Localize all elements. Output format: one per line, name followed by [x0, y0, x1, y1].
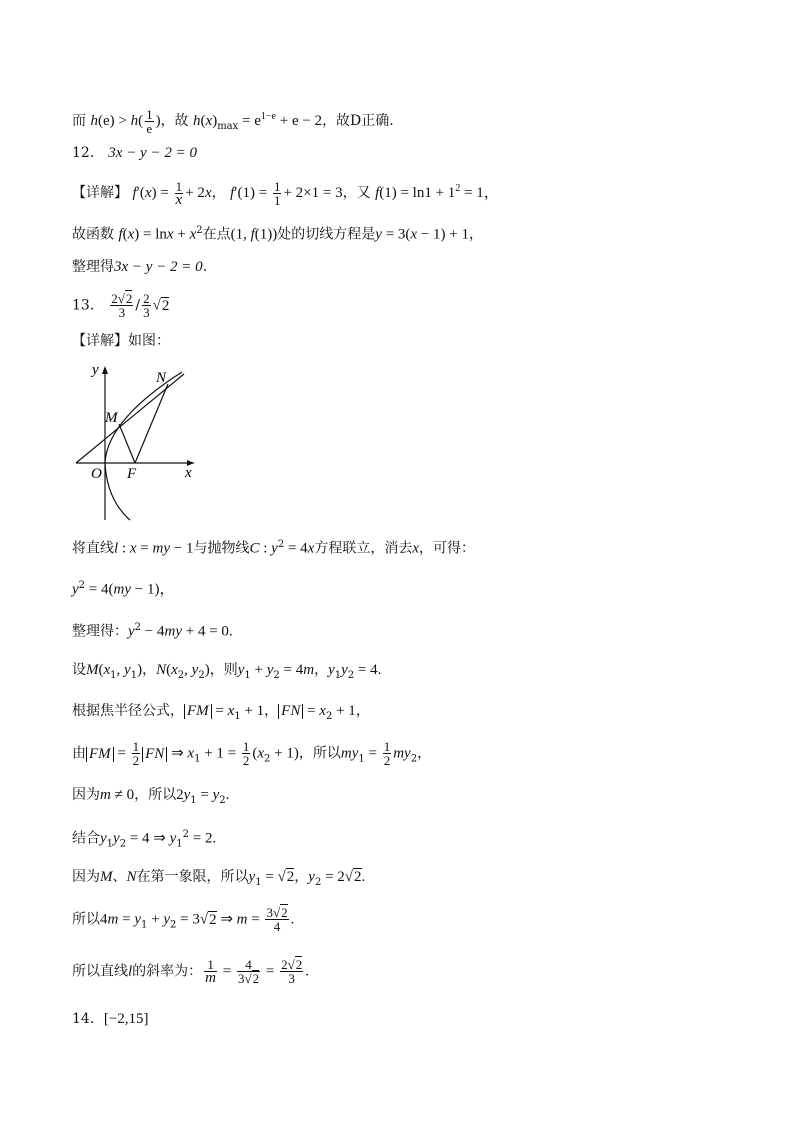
text: ，所以	[134, 787, 177, 803]
text: 所以直线	[72, 963, 128, 980]
text: /	[135, 297, 141, 314]
line-5	[72, 256, 207, 278]
text: ，故	[160, 113, 189, 129]
line-14: 因为m ≠ 0，所以$2y_1 = y_2$.	[72, 787, 230, 806]
equation: 3x − y − 2 = 0	[114, 259, 203, 275]
text: ，	[211, 185, 226, 201]
line-7	[72, 330, 170, 352]
text: 整理得：	[72, 623, 128, 640]
label-F: F	[127, 466, 137, 482]
text: 故函数	[72, 226, 114, 243]
text: ，	[469, 226, 484, 243]
text: 在点	[202, 226, 231, 243]
text: ，	[355, 703, 370, 719]
label-N: N	[156, 370, 167, 386]
y-axis-arrow	[102, 366, 108, 374]
answer: [−2,15]	[103, 1011, 149, 1027]
text: ，故D正确.	[322, 113, 394, 129]
text: 方程联立，消去	[314, 540, 413, 557]
line-10: 整理得：$y^2 - 4my + 4 = 0$.	[72, 622, 233, 640]
text: 因为	[72, 787, 100, 803]
text: ，所以	[298, 745, 341, 762]
text: 由	[72, 745, 86, 762]
text: 所以	[72, 911, 100, 928]
label-O: O	[91, 466, 102, 482]
text: ，	[417, 745, 432, 762]
text: 因为	[72, 869, 100, 885]
detail-heading: 【详解】	[72, 185, 128, 201]
label-x: x	[185, 465, 192, 481]
label-y: y	[92, 362, 99, 378]
parabola-figure	[72, 360, 202, 525]
text: 、	[112, 869, 127, 885]
line-4: 故函数 $f(x) = \ln x + x^2$在点(1, f(1))处的切线方程是y = 3(x − 1) + 1，	[72, 225, 484, 243]
question-number: 12．	[72, 145, 104, 161]
line-16: 因为M、N在第一象限，所以$y_1 = √2$，$y_2 = 2√2$.	[72, 869, 366, 888]
text: .	[202, 259, 208, 275]
text: ，	[264, 703, 279, 719]
text: ，可得：	[419, 540, 475, 557]
text: 在第一象限，所以	[136, 869, 249, 885]
text: ，	[314, 662, 329, 678]
line-19	[72, 1008, 149, 1030]
text: 整理得	[72, 259, 114, 275]
line-2	[72, 142, 197, 164]
segment-FM	[119, 424, 135, 463]
line-12: 根据焦半径公式， FM = $x_1 + 1$， FN = $x_2 + 1$，	[72, 703, 370, 722]
text: 处的切线方程是	[277, 226, 376, 243]
text: 根据焦半径公式，	[72, 703, 184, 719]
line-9: $y^2 = 4(my - 1)$，	[72, 580, 175, 598]
line-3: 【详解】 f′(x) = $\frac{1}{x}$ + 2x， f′(1) = $\frac{1}{1}$ + 2×1 = 3，又 $f(1) = \ln 1 + 1^2 = 1$，	[72, 178, 499, 208]
parabola-curve	[105, 372, 182, 520]
line-6: 13． $\frac{2√2}{3}$ / $\frac{2}{3}$ √2	[72, 291, 170, 320]
question-number: 14．	[72, 1011, 104, 1027]
text: 而	[72, 113, 86, 129]
detail-heading: 【详解】如图：	[72, 333, 170, 349]
text: 设	[72, 662, 86, 678]
line-1: 而 h(e) > h( $\frac{1}{e}$ )，故 $h(x)_{max} = e^{1-e} + e - 2$，故D正确.	[72, 106, 394, 136]
text: ，	[294, 869, 309, 885]
text: ，	[142, 662, 157, 678]
text: 将直线	[72, 540, 114, 557]
line-13: 由 FM = $\frac{1}{2}$ FN ⇒ $x_1 + 1$ = $\frac{1}{2}$ $(x_2 + 1)$，所以$my_1$ = $\frac{1}{2}$ $my_2$，	[72, 739, 432, 768]
text: 结合	[72, 830, 100, 847]
answer: 3x − y − 2 = 0	[108, 145, 197, 161]
line-11: 设$M(x_1$, $y_1$)，$N(x_2$, $y_2$)，则$y_1 + y_2 = 4m$，$y_1y_2 = 4$.	[72, 662, 382, 681]
text: 与抛物线	[193, 540, 250, 557]
text: 的斜率为：	[132, 963, 203, 980]
text: ，又	[342, 185, 371, 201]
question-number: 13．	[72, 297, 104, 314]
line-15: 结合$y_1y_2 = 4$ ⇒ $y_1^2 = 2$.	[72, 829, 217, 850]
text: ，则	[209, 662, 238, 678]
line-8: 将直线l : x = my − 1与抛物线C : $y^2 = 4x$方程联立，消去x，可得：	[72, 539, 475, 557]
line-17: 所以$4m = y_1 + y_2 = 3√2$ ⇒ m = $\frac{3√2}{4}$ .	[72, 905, 295, 934]
line-18: 所以直线l的斜率为： $\frac{1}{m}$ = $\frac{4}{3√2}$ = $\frac{2√2}{3}$ .	[72, 957, 309, 986]
label-M: M	[105, 410, 118, 426]
segment-FN	[135, 384, 168, 463]
